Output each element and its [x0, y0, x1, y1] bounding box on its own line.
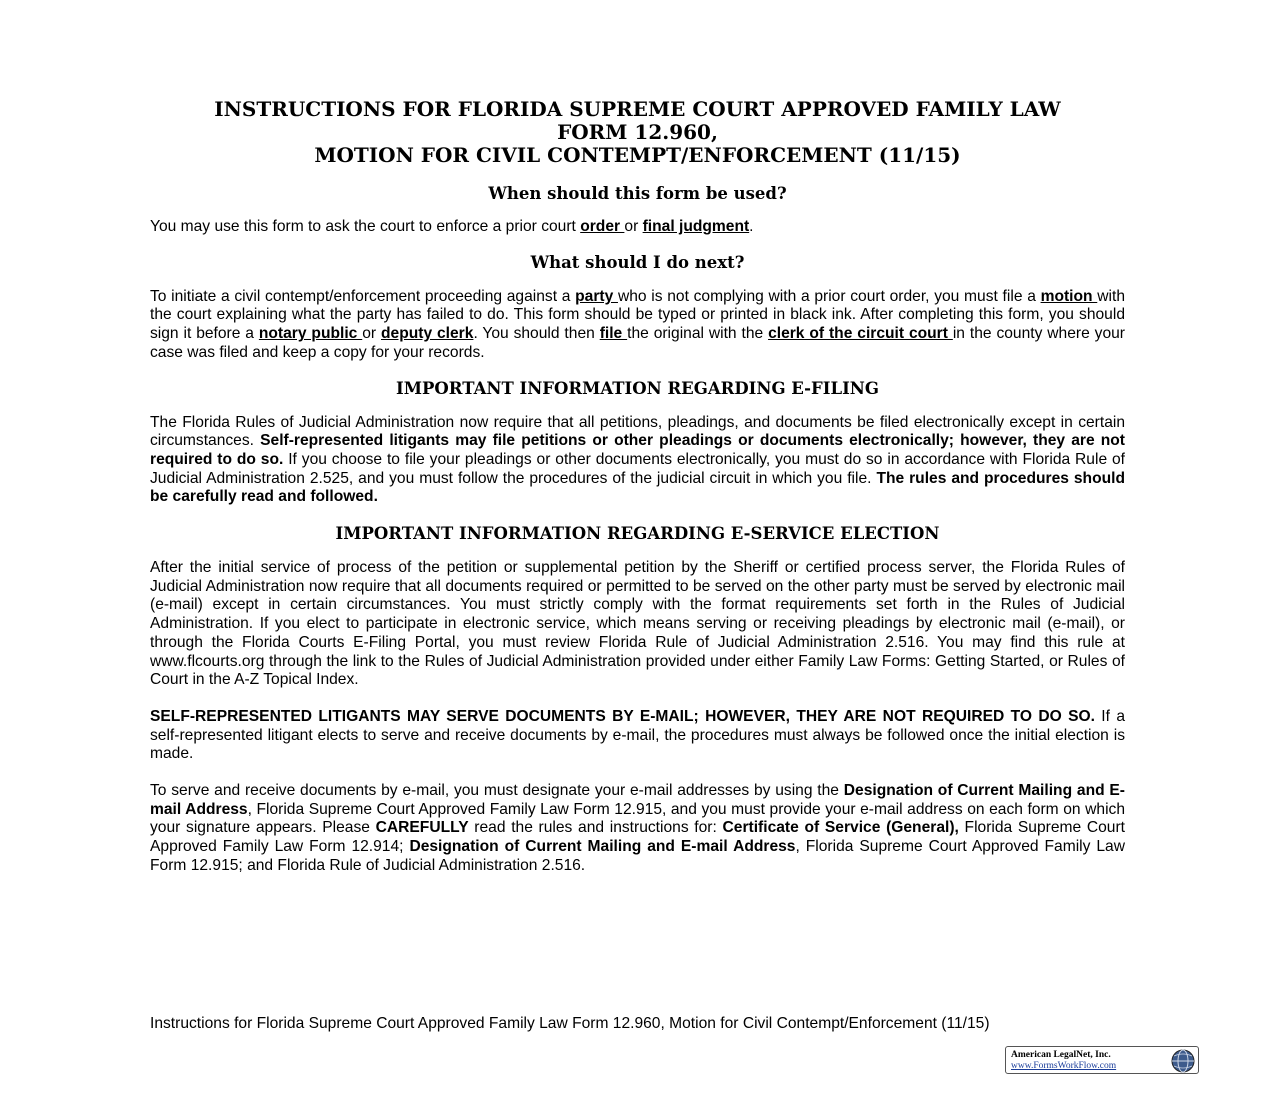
document-title — [150, 98, 1125, 167]
term-motion: motion — [1040, 287, 1098, 305]
paragraph-e-service-2: SELF-REPRESENTED LITIGANTS MAY SERVE DOCUMENTS BY E-MAIL; HOWEVER, THEY ARE NOT REQUIRED TO DO SO. If a self-represented litigant elects to serve and receive documents by e-mail, the procedures must always be followed once the initial election is made. — [150, 707, 1125, 763]
logo-url-link[interactable]: www.FormsWorkFlow.com — [1011, 1061, 1117, 1071]
term-order: order — [580, 218, 625, 235]
heading-when-used: When should this form be used? — [488, 184, 787, 203]
american-legalnet-logo[interactable] — [1005, 1046, 1199, 1074]
globe-icon — [1170, 1048, 1196, 1074]
paragraph-what-next: To initiate a civil contempt/enforcement proceeding against a party who is not complying with a prior court order, you must file a motion with the court explaining what the party has failed to do. This form should be typed or printed in black ink. After completing this form, you should sign it before a notary public or deputy clerk. You should then file the original with the clerk of the circuit court in the county where your case was filed and keep a copy for your records. — [150, 287, 1125, 361]
paragraph-e-filing: The Florida Rules of Judicial Administration now require that all petitions, pleadings, and documents be filed electronically except in certain circumstances. Self-represented litigants may file petitions or other pleadings or documents electronically; however, they are not required to do so. If you choose to file your pleadings or other documents electronically, you must do so in accordance with Florida Rule of Judicial Administration 2.525, and you must follow the procedures of the judicial circuit in which you file. The rules and procedures should be carefully read and followed. — [150, 413, 1126, 506]
document-body — [150, 98, 1125, 876]
title-line-2: FORM 12.960, — [557, 120, 718, 144]
title-line-3: MOTION FOR CIVIL CONTEMPT/ENFORCEMENT (11/15) — [314, 143, 961, 167]
heading-e-filing: IMPORTANT INFORMATION REGARDING E-FILING — [396, 378, 879, 398]
term-file: file — [599, 325, 628, 343]
page-footer: Instructions for Florida Supreme Court Approved Family Law Form 12.960, Motion for Civil Contempt/Enforcement (11/15) — [150, 1015, 990, 1032]
term-clerk-of-circuit-court: clerk of the circuit court — [768, 325, 953, 343]
term-party: party — [575, 287, 618, 305]
heading-e-service: IMPORTANT INFORMATION REGARDING E-SERVICE ELECTION — [335, 524, 940, 544]
paragraph-when-used: You may use this form to ask the court to enforce a prior court order or final judgment. — [150, 218, 754, 235]
heading-what-next: What should I do next? — [530, 252, 745, 272]
term-notary-public: notary public — [258, 325, 363, 343]
logo-company-name: American LegalNet, Inc. — [1011, 1050, 1111, 1060]
term-deputy-clerk: deputy clerk — [381, 325, 474, 343]
paragraph-e-service-3: To serve and receive documents by e-mail, you must designate your e-mail addresses by using the Designation of Current Mailing and E-mail Address, Florida Supreme Court Approved Family Law Form 12.915, and you must provide your e-mail address on each form on which your signature appears. Please CAREFULLY read the rules and instructions for: Certificate of Service (General), Florida Supreme Court Approved Family Law Form 12.914; Designation of Current Mailing and E-mail Address, Florida Supreme Court Approved Family Law Form 12.915; and Florida Rule of Judicial Administration 2.516. — [150, 782, 1126, 874]
paragraph-e-service-1: After the initial service of process of the petition or supplemental petition by the Sheriff or certified process server, the Florida Rules of Judicial Administration now require that all documents required or permitted to be served on the other party must be served by electronic mail (e-mail) except in certain circumstances. You must strictly comply with the format requirements set forth in the Rules of Judicial Administration. If you elect to participate in electronic service, which means serving or receiving pleadings by electronic mail (e-mail), or through the Florida Courts E-Filing Portal, you must review Florida Rule of Judicial Administration 2.516. You may find this rule at www.flcourts.org through the link to the Rules of Judicial Administration provided under either Family Law Forms: Getting Started, or Rules of Court in the A-Z Topical Index. — [150, 559, 1125, 689]
term-final-judgment: final judgment — [642, 218, 750, 235]
title-line-1: INSTRUCTIONS FOR FLORIDA SUPREME COURT APPROVED FAMILY LAW — [214, 97, 1061, 121]
